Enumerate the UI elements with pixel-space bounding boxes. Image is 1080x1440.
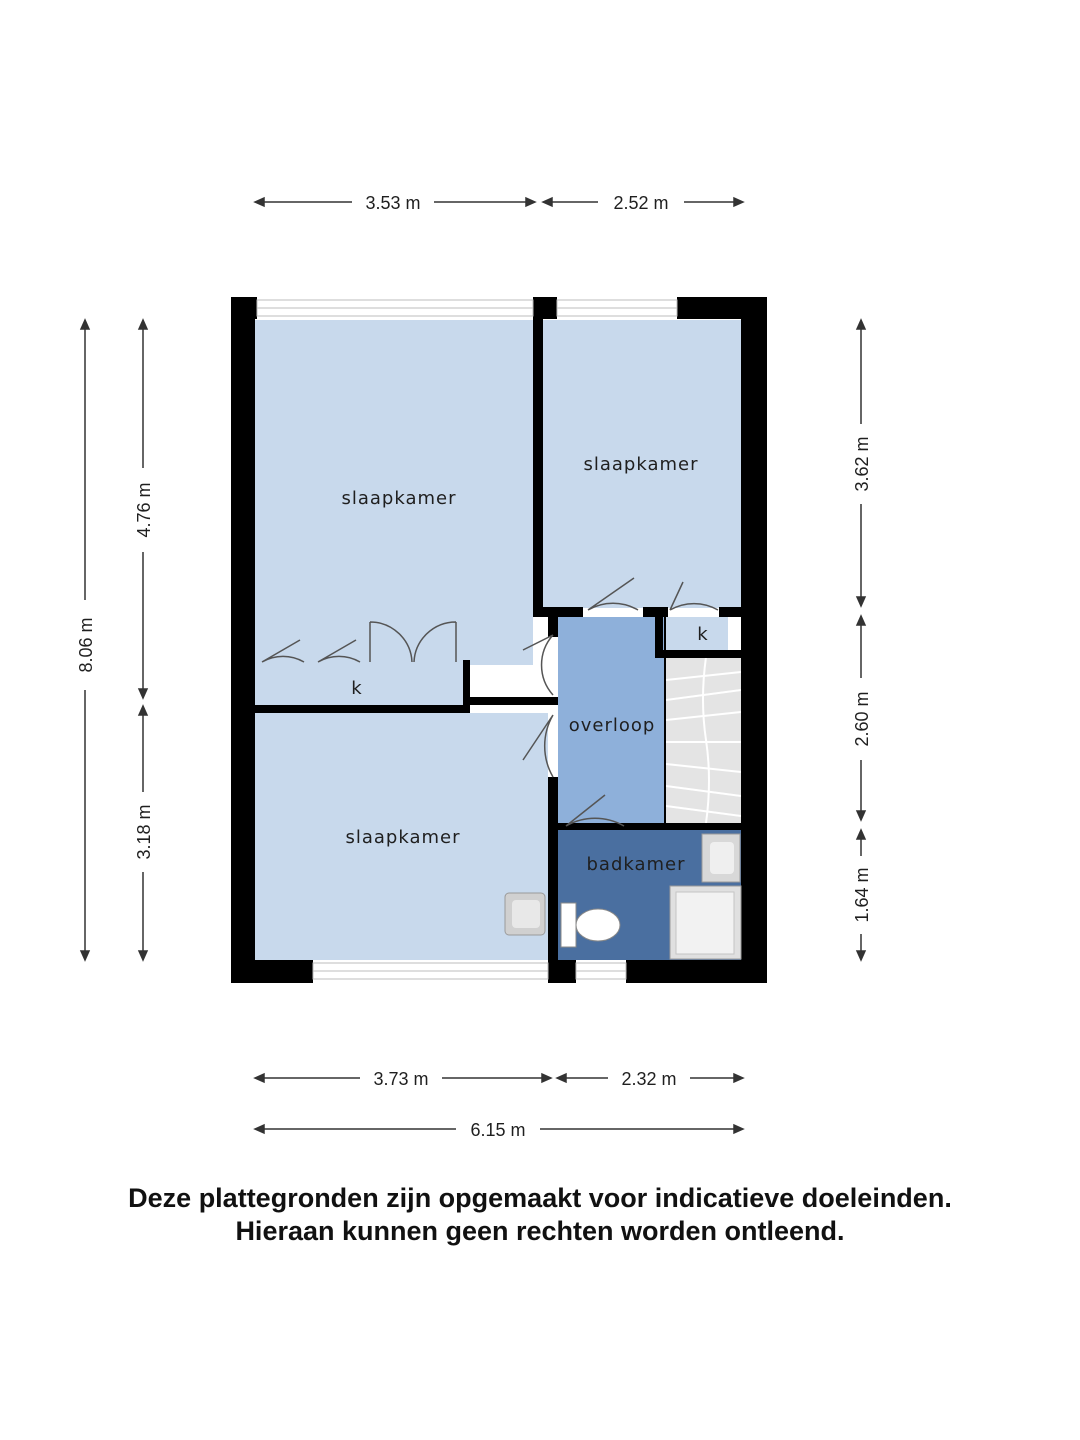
dim-left-total: 8.06 m [76,617,96,673]
label-closet-left: k [351,678,363,699]
disclaimer-line-2: Hieraan kunnen geen rechten worden ontleend. [235,1216,845,1246]
toilet-tank [561,903,576,947]
dim-bottom-left: 3.73 m [373,1069,429,1089]
dim-right-lower: 1.64 m [852,867,872,923]
dim-bottom-right: 2.32 m [621,1069,677,1089]
dim-right-middle: 2.60 m [852,691,872,747]
disclaimer-line-1: Deze plattegronden zijn opgemaakt voor indicatieve doeleinden. [128,1183,952,1213]
label-bedroom-main: slaapkamer [341,488,457,509]
dim-top-right: 2.52 m [613,193,669,213]
toilet-bowl [576,909,620,941]
dim-bottom-total: 6.15 m [470,1120,526,1140]
label-landing: overloop [568,715,656,736]
dim-right-upper: 3.62 m [852,436,872,492]
label-bathroom: badkamer [586,854,686,875]
room-closet-right [663,617,728,655]
dim-left-upper: 4.76 m [134,482,154,538]
label-bedroom-bottom: slaapkamer [345,827,461,848]
dim-left-lower: 3.18 m [134,804,154,860]
dim-top-left: 3.53 m [365,193,421,213]
label-bedroom-right: slaapkamer [583,454,699,475]
label-closet-right: k [697,624,709,645]
